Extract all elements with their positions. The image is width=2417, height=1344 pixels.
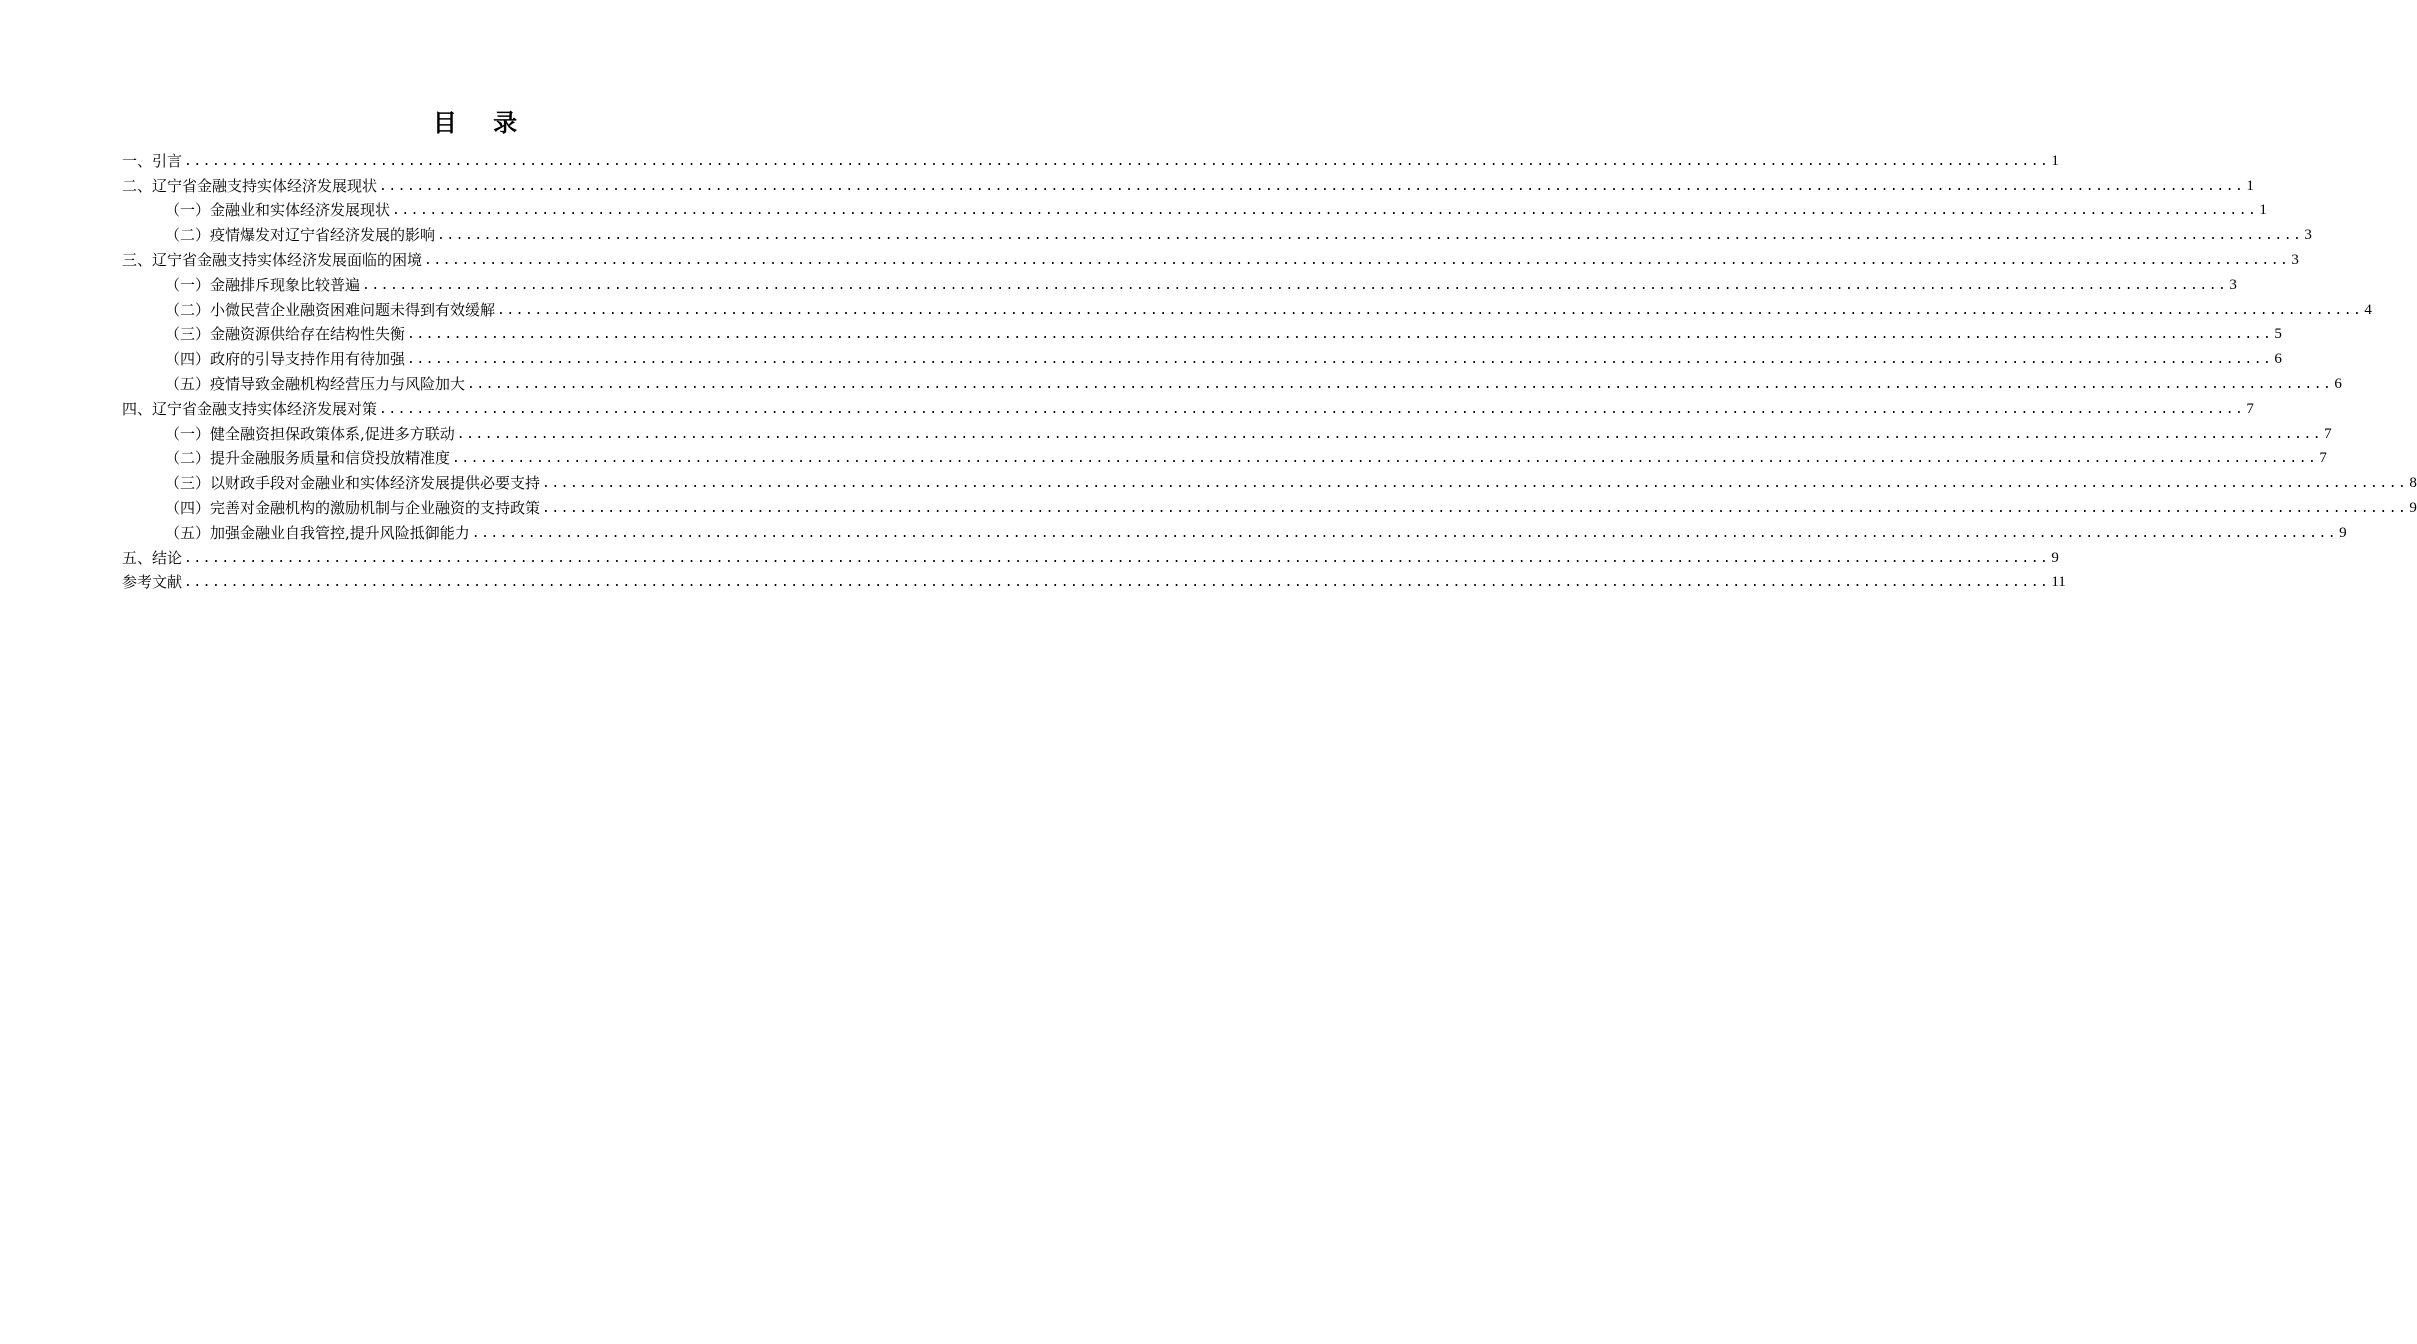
toc-entry-section-4[interactable] — [122, 394, 2254, 419]
dot-leader: ........................................................................................................................................................................................................ — [424, 252, 2290, 268]
dot-leader: ........................................................................................................................................................................................................ — [362, 277, 2228, 293]
toc-entry-section-2-2[interactable] — [122, 220, 2312, 245]
toc-entry-section-3-1[interactable] — [122, 270, 2237, 295]
toc-page-number: 7 — [2246, 400, 2254, 417]
toc-title: 目 录 — [432, 108, 532, 137]
toc-entry-section-2[interactable] — [122, 171, 2254, 196]
toc-entry-text: （三）以财政手段对金融业和实体经济发展提供必要支持 — [165, 474, 541, 493]
dot-leader: ........................................................................................................................................................................................................ — [379, 401, 2245, 417]
toc-page-number: 7 — [2319, 450, 2327, 467]
dot-leader: ........................................................................................................................................................................................................ — [184, 550, 2050, 566]
toc-entry-section-3-3[interactable] — [122, 320, 2282, 345]
dot-leader: ........................................................................................................................................................................................................ — [184, 575, 2050, 591]
toc-entry-section-4-5[interactable] — [122, 518, 2347, 543]
toc-entry-intro[interactable] — [122, 146, 2059, 171]
toc-page-number: 9 — [2409, 499, 2417, 516]
toc-page-number: 3 — [2291, 251, 2299, 268]
toc-page-number: 6 — [2334, 375, 2342, 392]
toc-entry-text: （五）加强金融业自我管控,提升风险抵御能力 — [165, 523, 470, 542]
toc-entry-section-2-1[interactable] — [122, 196, 2267, 221]
dot-leader: ........................................................................................................................................................................................................ — [184, 153, 2050, 169]
toc-page-number: 4 — [2364, 301, 2372, 318]
toc-entry-text: （二）小微民营企业融资困难问题未得到有效缓解 — [165, 300, 496, 319]
toc-entry-text: （二）提升金融服务质量和信贷投放精准度 — [165, 449, 451, 468]
toc-entry-references[interactable] — [122, 568, 2066, 593]
dot-leader: ........................................................................................................................................................................................................ — [392, 203, 2258, 219]
toc-entry-text: 参考文献 — [122, 573, 183, 592]
dot-leader: ........................................................................................................................................................................................................ — [497, 302, 2363, 318]
dot-leader: ........................................................................................................................................................................................................ — [467, 376, 2333, 392]
toc-entry-text: （四）政府的引导支持作用有待加强 — [165, 350, 406, 369]
toc-page-number: 3 — [2304, 227, 2312, 244]
toc-entry-section-3-4[interactable] — [122, 344, 2282, 369]
dot-leader: ........................................................................................................................................................................................................ — [407, 327, 2273, 343]
toc-page-number: 1 — [2259, 202, 2267, 219]
dot-leader: ........................................................................................................................................................................................................ — [542, 476, 2408, 492]
toc-entry-section-3[interactable] — [122, 245, 2299, 270]
toc-entry-text: 五、结论 — [122, 548, 183, 567]
dot-leader: ........................................................................................................................................................................................................ — [407, 352, 2273, 368]
toc-list — [122, 146, 2417, 592]
dot-leader: ........................................................................................................................................................................................................ — [452, 451, 2318, 467]
toc-entry-text: （一）金融业和实体经济发展现状 — [165, 201, 391, 220]
dot-leader: ........................................................................................................................................................................................................ — [456, 426, 2323, 442]
toc-entry-section-4-1[interactable] — [122, 419, 2332, 444]
toc-entry-section-4-4[interactable] — [122, 493, 2417, 518]
toc-entry-text: 三、辽宁省金融支持实体经济发展面临的困境 — [122, 250, 423, 269]
toc-entry-text: （一）健全融资担保政策体系,促进多方联动 — [165, 424, 455, 443]
dot-leader: ........................................................................................................................................................................................................ — [379, 178, 2245, 194]
toc-entry-text: （三）金融资源供给存在结构性失衡 — [165, 325, 406, 344]
toc-entry-section-4-2[interactable] — [122, 444, 2327, 469]
toc-entry-section-3-2[interactable] — [122, 295, 2372, 320]
toc-page-number: 11 — [2051, 574, 2066, 591]
toc-page-number: 3 — [2229, 276, 2237, 293]
toc-page-number: 8 — [2409, 475, 2417, 492]
toc-entry-text: （四）完善对金融机构的激励机制与企业融资的支持政策 — [165, 498, 541, 517]
dot-leader: ........................................................................................................................................................................................................ — [542, 500, 2408, 516]
toc-entry-text: 四、辽宁省金融支持实体经济发展对策 — [122, 399, 378, 418]
toc-page-number: 1 — [2246, 177, 2254, 194]
toc-entry-conclusion[interactable] — [122, 543, 2059, 568]
dot-leader: ........................................................................................................................................................................................................ — [471, 525, 2338, 541]
toc-entry-text: 一、引言 — [122, 151, 183, 170]
dot-leader: ........................................................................................................................................................................................................ — [437, 228, 2303, 244]
toc-page-number: 5 — [2274, 326, 2282, 343]
toc-page-number: 9 — [2051, 549, 2059, 566]
toc-page-number: 1 — [2051, 152, 2059, 169]
toc-entry-text: （二）疫情爆发对辽宁省经济发展的影响 — [165, 226, 436, 245]
toc-page-number: 7 — [2324, 425, 2332, 442]
toc-page-number: 9 — [2339, 524, 2347, 541]
toc-page-number: 6 — [2274, 351, 2282, 368]
toc-entry-text: 二、辽宁省金融支持实体经济发展现状 — [122, 176, 378, 195]
toc-entry-section-4-3[interactable] — [122, 468, 2417, 493]
toc-entry-section-3-5[interactable] — [122, 369, 2342, 394]
toc-entry-text: （一）金融排斥现象比较普遍 — [165, 275, 361, 294]
toc-entry-text: （五）疫情导致金融机构经营压力与风险加大 — [165, 374, 466, 393]
